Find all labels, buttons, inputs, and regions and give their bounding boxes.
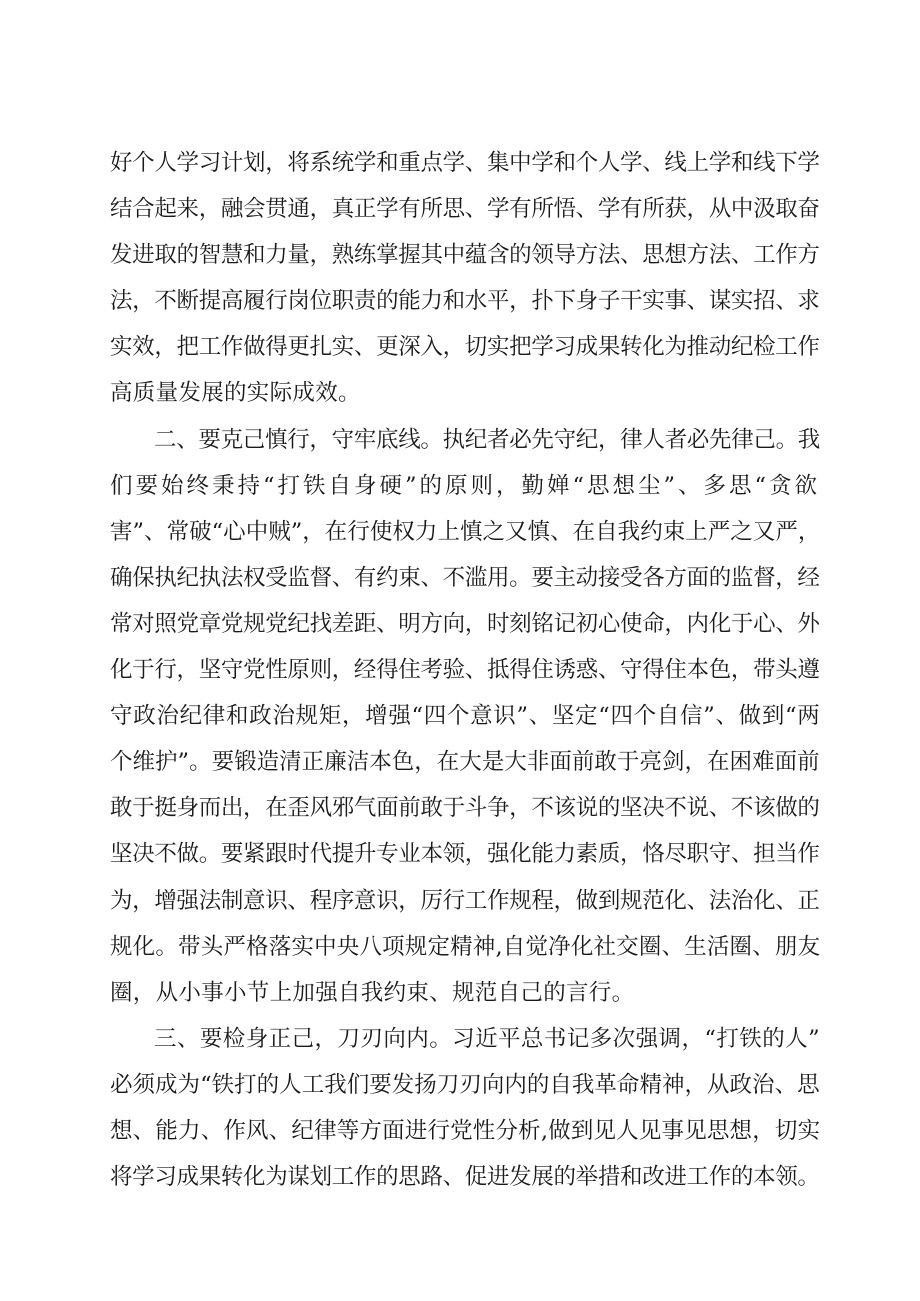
text-line: 敢于挺身而出，在歪风邪气面前敢于斗争，不该说的坚决不说、不该做的 [110,795,820,822]
document-body [110,140,820,1200]
text-line: 为，增强法制意识、程序意识，厉行工作规程，做到规范化、法治化、正 [110,887,820,914]
text-line: 法，不断提高履行岗位职责的能力和水平，扑下身子干实事、谋实招、求 [110,288,820,315]
text-line: 必须成为“铁打的人工我们要发扬刀刃向内的自我革命精神，从政治、思 [110,1071,820,1098]
text-line: 好个人学习计划，将系统学和重点学、集中学和个人学、线上学和线下学 [110,150,820,176]
text-line: 实效，把工作做得更扎实、更深入，切实把学习成果转化为推动纪检工作 [110,334,820,361]
text-line: 确保执纪执法权受监督、有约束、不滥用。要主动接受各方面的监督，经 [110,564,820,591]
text-line: 常对照党章党规党纪找差距、明方向，时刻铭记初心使命，内化于心、外 [110,610,820,637]
text-line: 发进取的智慧和力量，熟练掌握其中蕴含的领导方法、思想方法、工作方 [110,242,820,269]
text-line: 害”、常破“心中贼”，在行使权力上慎之又慎、在自我约束上严之又严， [110,518,820,545]
text-line: 将学习成果转化为谋划工作的思路、促进发展的举措和改进工作的本领。 [110,1164,820,1191]
text-line: 规化。带头严格落实中央八项规定精神,自觉净化社交圈、生活圈、朋友 [110,933,820,960]
text-line: 守政治纪律和政治规矩，增强“四个意识”、坚定“四个自信”、做到“两 [110,703,820,730]
text-line: 想、能力、作风、纪律等方面进行党性分析,做到见人见事见思想，切实 [110,1117,820,1144]
text-line: 结合起来，融会贯通，真正学有所思、学有所悟、学有所获，从中汲取奋 [110,196,820,223]
text-line: 个维护”。要锻造清正廉洁本色，在大是大非面前敢于亮剑，在困难面前 [110,749,820,776]
text-line: 化于行，坚守党性原则，经得住考验、抵得住诱惑、守得住本色，带头遵 [110,657,820,684]
text-line: 高质量发展的实际成效。 [110,380,361,407]
text-line: 坚决不做。要紧跟时代提升专业本领，强化能力素质，恪尽职守、担当作 [110,841,820,868]
text-line: 圈，从小事小节上加强自我约束、规范自己的言行。 [110,979,635,1006]
text-line: 三、要检身正己，刀刃向内。习近平总书记多次强调，“打铁的人” [154,1025,820,1052]
text-line: 们要始终秉持“打铁自身硬”的原则，勤婵“思想尘”、多思“贪欲 [110,472,820,499]
text-line: 二、要克己慎行，守牢底线。执纪者必先守纪，律人者必先律己。我 [154,426,820,453]
